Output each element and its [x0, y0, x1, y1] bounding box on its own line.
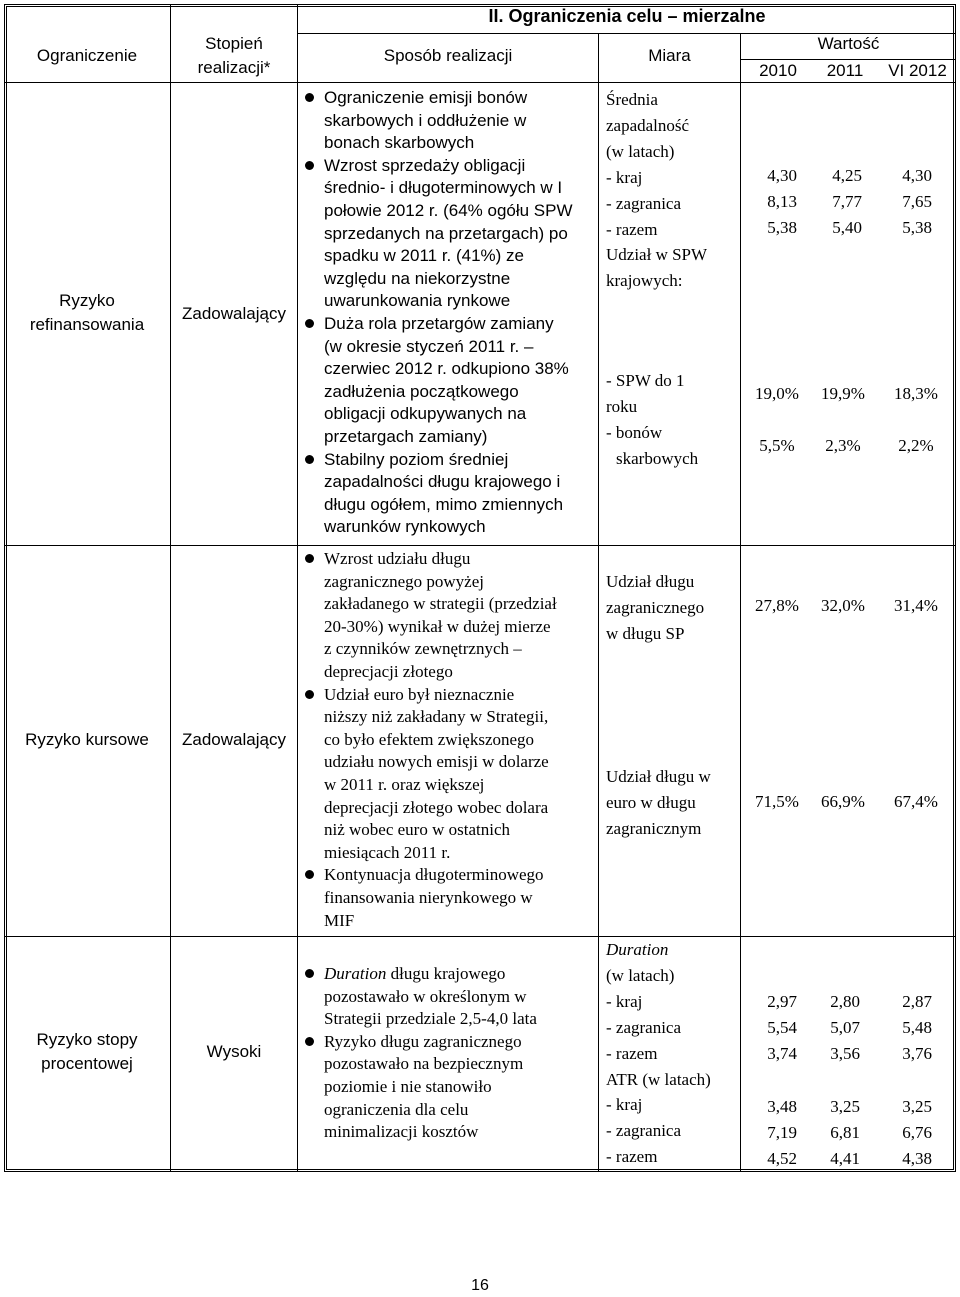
col-divider-3	[598, 33, 599, 1172]
col-divider-2	[297, 4, 298, 1172]
header-stopien-line1: Stopień	[205, 34, 263, 53]
header-year-2011: 2011	[826, 61, 864, 80]
sposob-list-procentowej	[300, 963, 596, 1144]
list-item: Duża rola przetargów zamiany (w okresie styczeń 2011 r. – czerwiec 2012 r. odkupiono 38% zadłużenia początkowego obligacji odkupywanych na przetargach zamiany)	[300, 313, 596, 449]
stopien-kursowe: Zadowalający	[182, 730, 286, 749]
value-spw1-2010: 19,0%	[755, 384, 799, 403]
header-ograniczenie: Ograniczenie	[36, 46, 138, 65]
values-duration-2010: 2,97 5,54 3,74	[767, 992, 797, 1063]
page-number: 16	[471, 1277, 489, 1294]
value-euro-2012: 67,4%	[894, 792, 938, 811]
value-zagr-2010: 27,8%	[755, 596, 799, 615]
list-item: Wzrost sprzedaży obligacji średnio- i długoterminowych w I połowie 2012 r. (64% ogółu SPW sprzedanych na przetargach) po spadku w 2011 r. (41%) ze względu na niekorzystne uwarunkowania rynkowe	[300, 155, 596, 313]
row1-bottom-line	[4, 545, 956, 546]
miara-refinansowania-a: Średnia zapadalność (w latach) - kraj - zagranica - razem Udział w SPW krajowych:	[606, 90, 708, 291]
row2-bottom-line	[4, 936, 956, 937]
values-atr-2012: 3,25 6,76 4,38	[902, 1097, 932, 1168]
values-refinansowania-2010: 4,30 8,13 5,38	[767, 166, 797, 237]
values-duration-2012: 2,87 5,48 3,76	[902, 992, 932, 1063]
values-atr-2011: 3,25 6,81 4,41	[830, 1097, 860, 1168]
row-name-procentowej-1: Ryzyko stopy	[36, 1030, 138, 1049]
value-euro-2010: 71,5%	[755, 792, 799, 811]
value-bony-2012: 2,2%	[898, 436, 934, 455]
value-zagr-2012: 31,4%	[894, 596, 938, 615]
header-sposob: Sposób realizacji	[383, 46, 513, 65]
values-duration-2011: 2,80 5,07 3,56	[830, 992, 860, 1063]
list-item: Ryzyko długu zagranicznego pozostawało na bezpiecznym poziomie i nie stanowiło ograniczenia dla celu minimalizacji kosztów	[300, 1031, 596, 1144]
list-item: Wzrost udziału długu zagranicznego powyżej zakładanego w strategii (przedział 20-30%) wynikał w dużej mierze z czynników zewnętrznych – deprecjacji złotego	[300, 548, 596, 684]
sposob-list-refinansowania	[300, 87, 596, 539]
value-zagr-2011: 32,0%	[821, 596, 865, 615]
table-title: II. Ograniczenia celu – mierzalne	[488, 6, 766, 26]
values-refinansowania-2011: 4,25 7,77 5,40	[832, 166, 862, 237]
header-year-2010: 2010	[759, 61, 797, 80]
value-bony-2011: 2,3%	[825, 436, 861, 455]
value-spw1-2012: 18,3%	[894, 384, 938, 403]
header-year-vi2012: VI 2012	[888, 61, 947, 80]
list-item: Kontynuacja długoterminowego finansowania nierynkowego w MIF	[300, 864, 596, 932]
value-bony-2010: 5,5%	[759, 436, 795, 455]
col-divider-1	[170, 4, 171, 1172]
row-name-refinansowania-1: Ryzyko	[59, 291, 115, 310]
row-name-procentowej-2: procentowej	[41, 1054, 133, 1073]
list-item: Stabilny poziom średniej zapadalności długu krajowego i długu ogółem, mimo zmiennych warunków rynkowych	[300, 449, 596, 539]
row-name-kursowe: Ryzyko kursowe	[25, 730, 149, 749]
value-spw1-2011: 19,9%	[821, 384, 865, 403]
stopien-procentowej: Wysoki	[206, 1042, 262, 1061]
stopien-refinansowania: Zadowalający	[182, 304, 286, 323]
values-refinansowania-2012: 4,30 7,65 5,38	[902, 166, 932, 237]
header-wartosc: Wartość	[817, 34, 880, 53]
miara-kursowe-b: Udział długu w euro w długu zagranicznym	[606, 767, 711, 838]
miara-kursowe-a: Udział długu zagranicznego w długu SP	[606, 572, 705, 643]
sposob-list-kursowe	[300, 548, 596, 932]
row-name-refinansowania-2: refinansowania	[29, 315, 145, 334]
header-stopien-line2: realizacji*	[197, 58, 271, 77]
col-divider-4	[740, 33, 741, 1172]
miara-refinansowania-b: - SPW do 1 roku - bonów skarbowych	[606, 371, 699, 468]
value-euro-2011: 66,9%	[821, 792, 865, 811]
miara-procentowej: Duration (w latach) - kraj - zagranica - razem ATR (w latach) - kraj - zagranica - razem	[606, 940, 711, 1167]
list-item: Udział euro był nieznacznie niższy niż zakładany w Strategii, co było efektem zwiększonego udziału nowych emisji w dolarze w 2011 r. oraz większej deprecjacji złotego wobec dolara niż wobec euro w ostatnich miesiącach 2011 r.	[300, 684, 596, 865]
list-item: Duration długu krajowego pozostawało w określonym w Strategii przedziale 2,5-4,0 lata	[300, 963, 596, 1031]
values-atr-2010: 3,48 7,19 4,52	[767, 1097, 797, 1168]
header-miara: Miara	[648, 46, 691, 65]
list-item: Ograniczenie emisji bonów skarbowych i oddłużenie w bonach skarbowych	[300, 87, 596, 155]
